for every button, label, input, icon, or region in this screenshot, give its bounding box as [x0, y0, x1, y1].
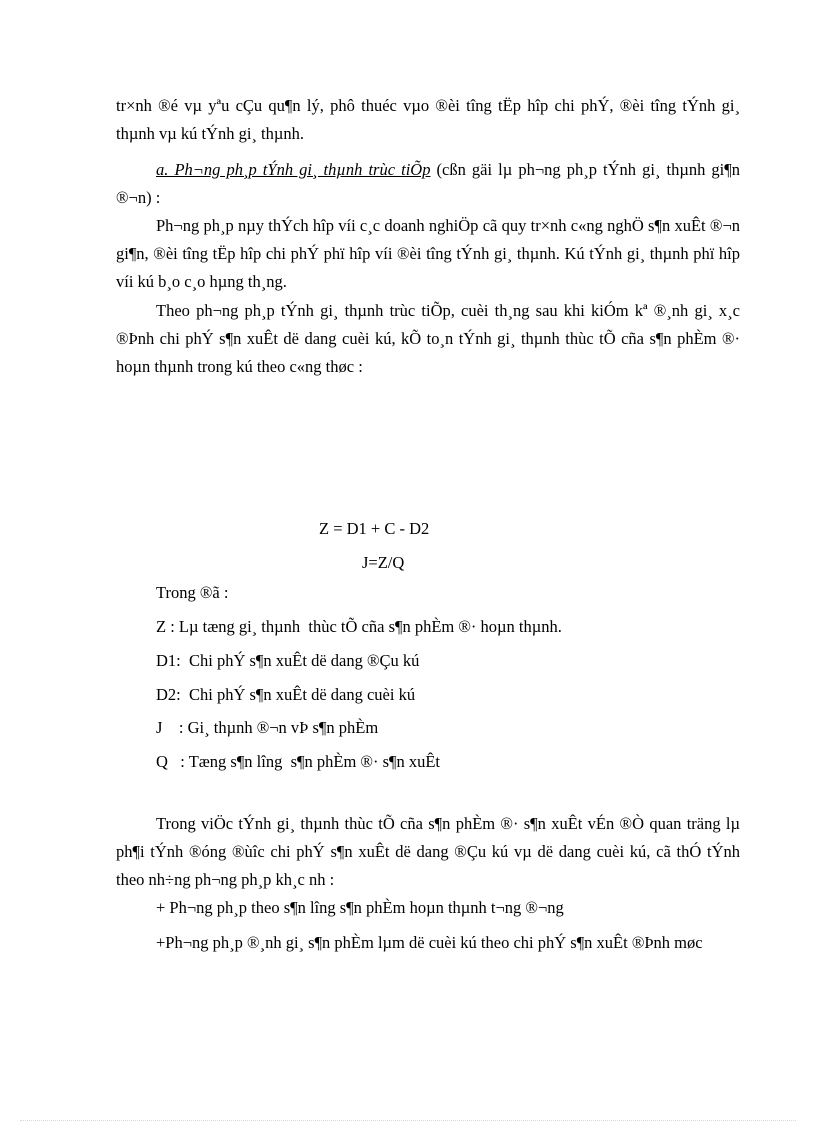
- method-item-1: + Ph¬ng ph¸p theo s¶n lîng s¶n phÈm hoµn thµnh t¬ng ®¬ng: [156, 898, 564, 917]
- paragraph-4: Theo ph¬ng ph¸p tÝnh gi¸ thµnh trùc tiÕp, cuèi th¸ng sau khi kiÓm kª ®¸nh gi¸ x¸c ®Þnh chi phÝ s¶n xuÊt dë dang cuèi kú, kÕ to¸n tÝnh gi¸ thµnh thùc tÕ cña s¶n phÈm ®· hoµn thµnh trong kú theo c«ng thøc :: [116, 301, 740, 376]
- paragraph-3: Ph¬ng ph¸p nµy thÝch hîp víi c¸c doanh nghiÖp cã quy tr×nh c«ng nghÖ s¶n xuÊt ®¬n gi¶n, ®èi tîng tËp hîp chi phÝ phï hîp víi ®èi tîng tÝnh gi¸ thµnh. Kú tÝnh gi¸ thµnh phï hîp víi kú b¸o c¸o hµng th¸ng.: [116, 216, 740, 291]
- paragraph-2-rest: (cßn gäi lµ ph¬ng ph¸p tÝnh gi¸ thµnh gi¶n ®¬n) :: [116, 160, 740, 207]
- paragraph-2: [116, 156, 740, 212]
- page-bottom-rule: [20, 1120, 796, 1121]
- definition-j: J : Gi¸ thµnh ®¬n vÞ s¶n phÈm: [156, 718, 379, 737]
- definition-z: Z : Lµ tæng gi¸ thµnh thùc tÕ cña s¶n phÈm ®· hoµn thµnh.: [156, 617, 562, 636]
- paragraph-5: Trong viÖc tÝnh gi¸ thµnh thùc tÕ cña s¶n phÈm ®· s¶n xuÊt vÉn ®Ò quan träng lµ ph¶i tÝnh ®óng ®ùîc chi phÝ s¶n xuÊt dë dang ®Çu kú vµ dë dang cuèi kú, cã thÓ tÝnh theo nh÷ng ph¬ng ph¸p kh¸c nh :: [116, 814, 740, 889]
- formula-unit-cost: J=Z/Q: [362, 553, 405, 572]
- formula-total-cost: Z = D1 + C - D2: [319, 519, 430, 538]
- section-heading-direct-method: a. Ph¬ng ph¸p tÝnh gi¸ thµnh trùc tiÕp: [156, 160, 431, 179]
- definition-d2: D2: Chi phÝ s¶n xuÊt dë dang cuèi kú: [156, 685, 416, 704]
- definition-q: Q : Tæng s¶n lîng s¶n phÈm ®· s¶n xuÊt: [156, 752, 441, 771]
- definition-d1: D1: Chi phÝ s¶n xuÊt dë dang ®Çu kú: [156, 651, 420, 670]
- paragraph-1: tr×nh ®é vµ yªu cÇu qu¶n lý, phô thuéc vµo ®èi tîng tËp hîp chi phÝ, ®èi tîng tÝnh gi¸ thµnh vµ kú tÝnh gi¸ thµnh.: [116, 96, 740, 143]
- definitions-intro: Trong ®ã :: [156, 583, 229, 602]
- method-item-2: +Ph¬ng ph¸p ®¸nh gi¸ s¶n phÈm lµm dë cuèi kú theo chi phÝ s¶n xuÊt ®Þnh møc: [156, 933, 703, 952]
